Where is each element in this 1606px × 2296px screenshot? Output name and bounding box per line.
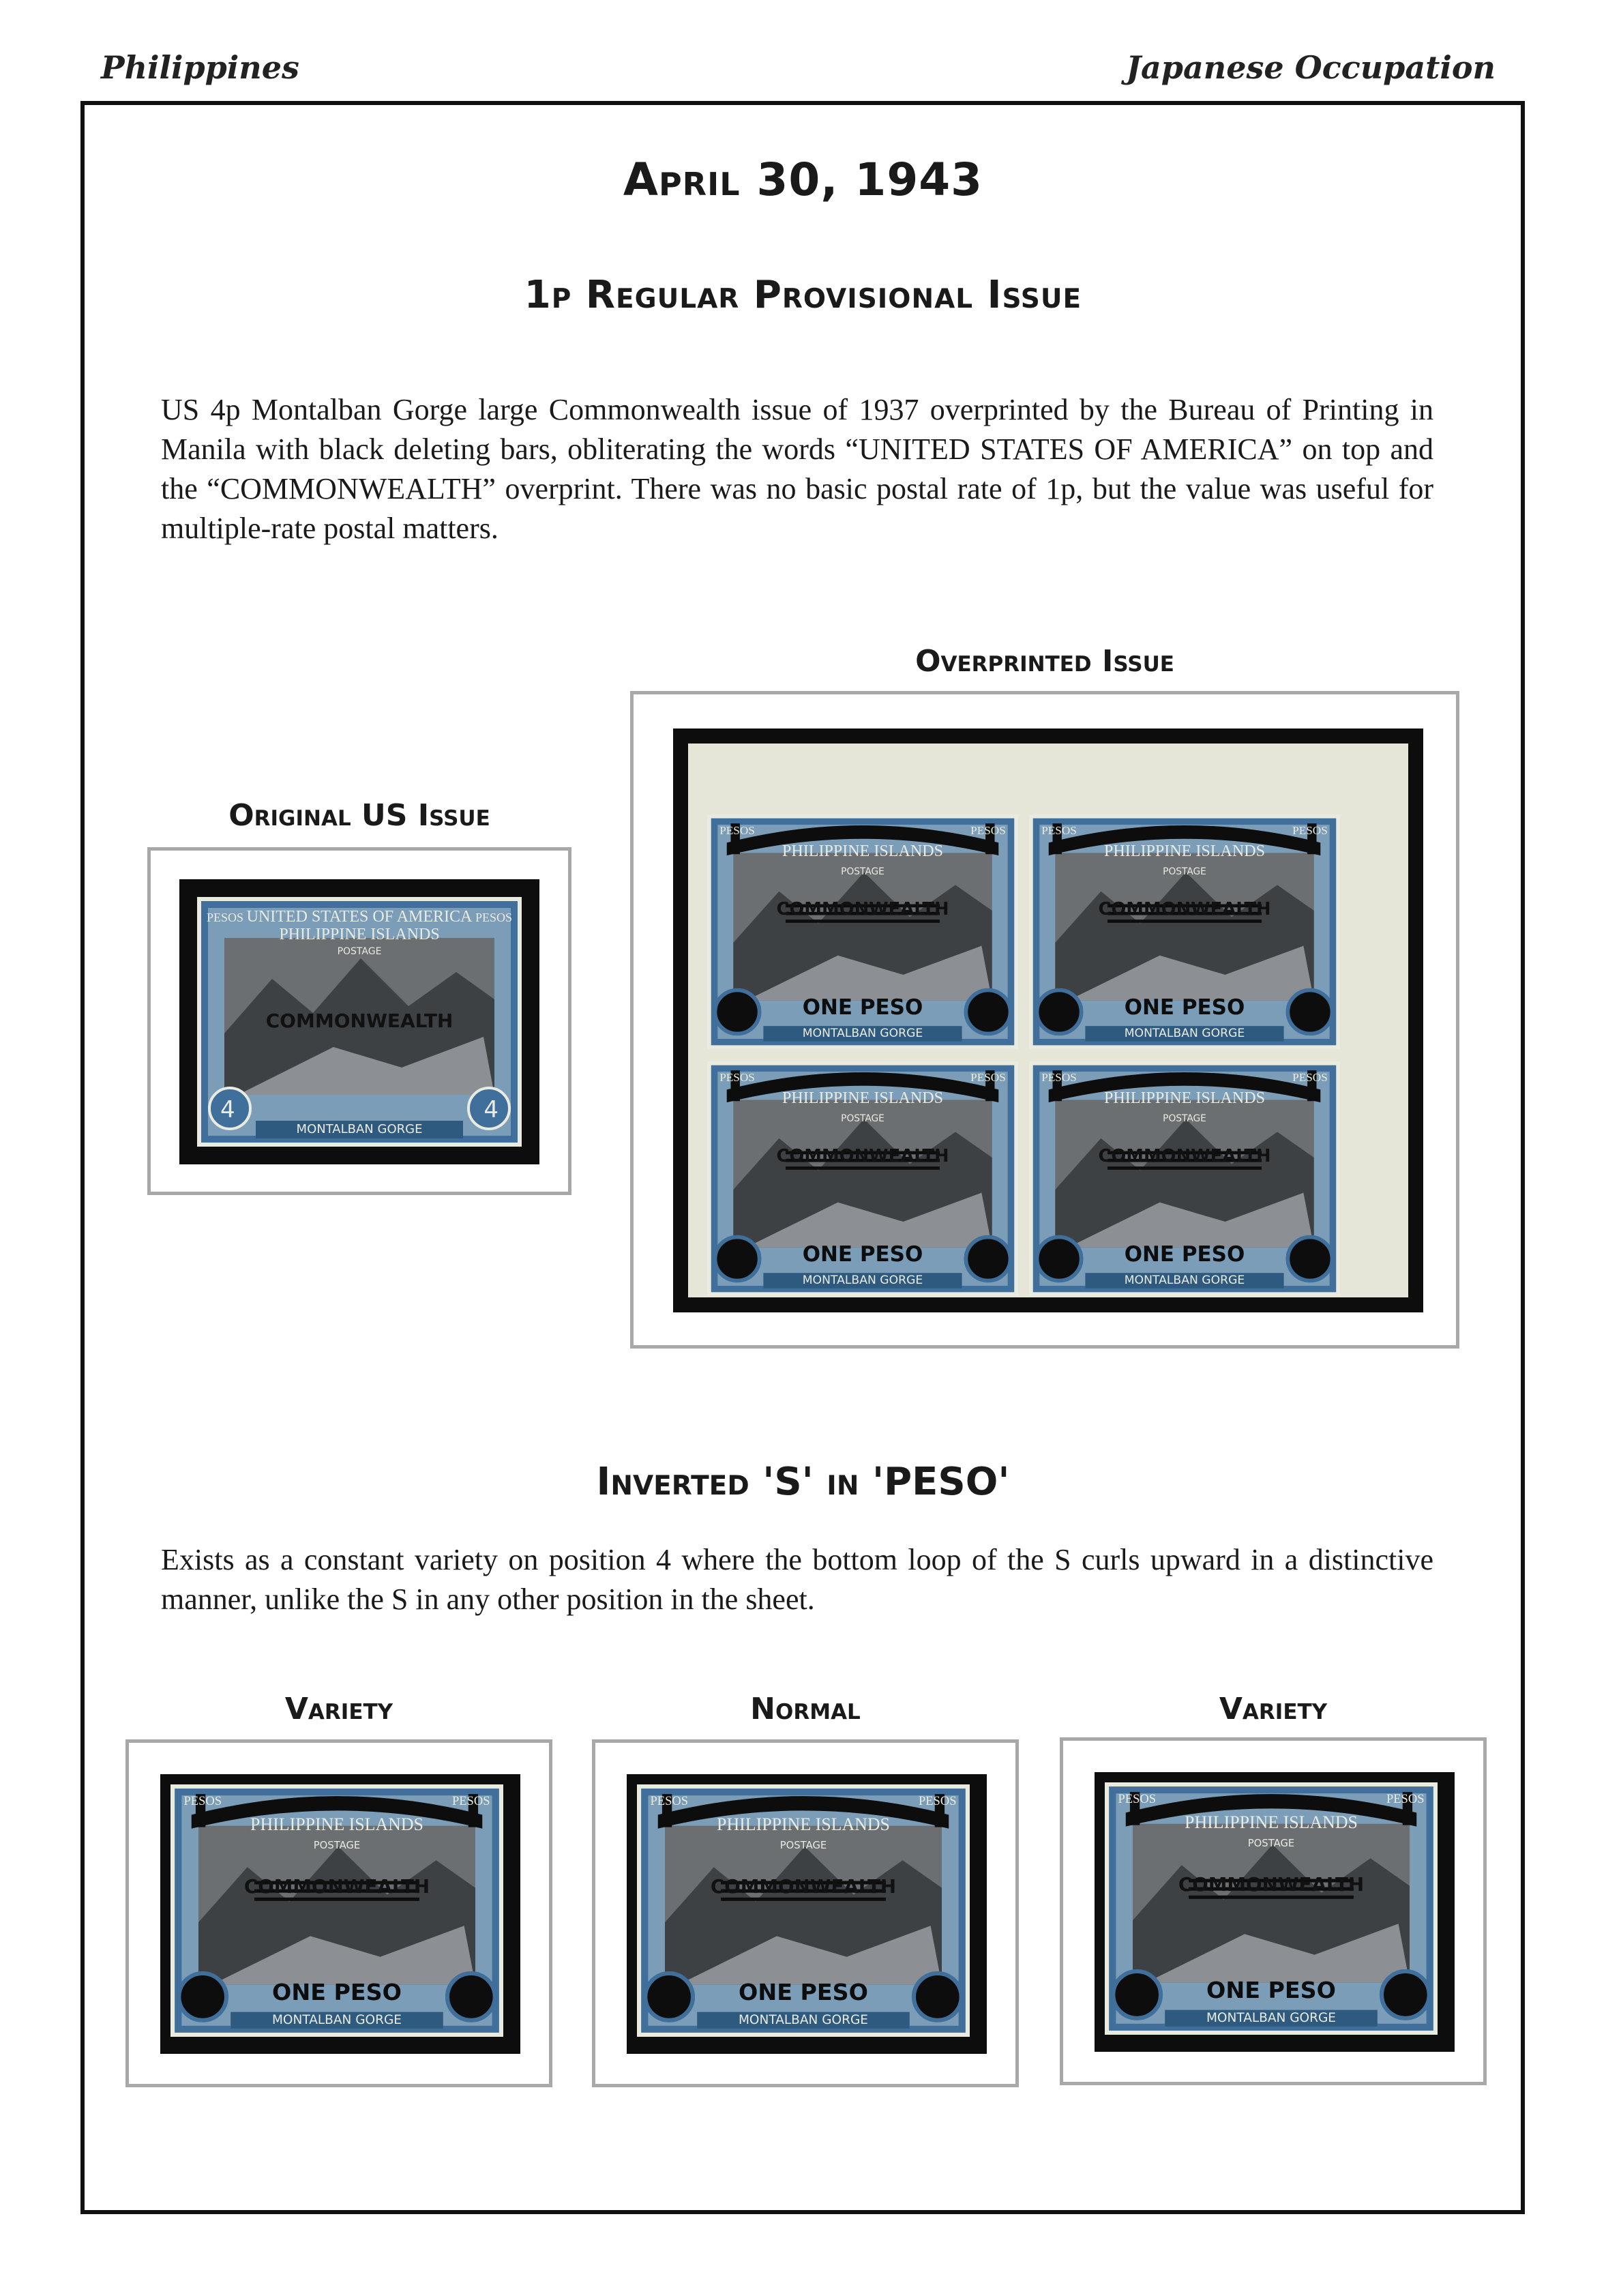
normal-stamp-postage: POSTAGE xyxy=(779,1840,827,1852)
original-country: PHILIPPINE ISLANDS xyxy=(279,926,440,943)
variety-left-stamp-country: PHILIPPINE ISLANDS xyxy=(250,1814,423,1835)
original-commonwealth-overprint: COMMONWEALTH xyxy=(265,1010,453,1032)
block-stamp-1-postage: POSTAGE xyxy=(841,866,884,877)
original-top-text: UNITED STATES OF AMERICA xyxy=(246,908,473,926)
variety-right-stamp xyxy=(1105,1782,1438,2035)
page-title: April 30, 1943 xyxy=(623,153,983,206)
variety-right-stamp-bottom: MONTALBAN GORGE xyxy=(1206,2010,1337,2025)
original-issue-label: Original US Issue xyxy=(228,798,490,833)
block-stamp-4-bottom: MONTALBAN GORGE xyxy=(1124,1274,1245,1288)
variety-left-stamp-bottom: MONTALBAN GORGE xyxy=(271,2012,402,2027)
block-stamp-3-bottom: MONTALBAN GORGE xyxy=(802,1274,923,1288)
block-stamp-2-commonwealth-overprint: COMMONWEALTH xyxy=(1098,898,1271,919)
header-section: Japanese Occupation xyxy=(1126,49,1496,86)
variety-left-stamp-currency-right: PESOS xyxy=(451,1794,490,1808)
block-stamp-3-currency-left: PESOS xyxy=(719,1070,755,1084)
block-stamp-2-bottom: MONTALBAN GORGE xyxy=(1124,1027,1245,1041)
block-stamp-3-postage: POSTAGE xyxy=(841,1113,884,1124)
block-stamp-2-currency-left: PESOS xyxy=(1041,823,1077,837)
block-stamp-4-country: PHILIPPINE ISLANDS xyxy=(1103,1089,1266,1108)
block-stamp-1-value: ONE PESO xyxy=(802,995,923,1020)
variety-right-stamp-value: ONE PESO xyxy=(1206,1976,1336,2003)
block-stamp-2-postage: POSTAGE xyxy=(1163,866,1206,877)
block-stamp-2-currency-right: PESOS xyxy=(1292,823,1328,837)
block-stamp-1-commonwealth-overprint: COMMONWEALTH xyxy=(776,898,949,919)
block-stamp-4 xyxy=(1029,1061,1340,1296)
normal-stamp-currency-right: PESOS xyxy=(918,1794,957,1808)
normal-label: Normal xyxy=(750,1692,861,1726)
variety-label-right: Variety xyxy=(1219,1692,1328,1726)
original-stamp-mount xyxy=(147,847,571,1195)
block-of-four-mount xyxy=(630,691,1459,1349)
normal-stamp-currency-left: PESOS xyxy=(650,1794,689,1808)
original-stamp-backing xyxy=(179,879,539,1164)
normal-stamp-country: PHILIPPINE ISLANDS xyxy=(717,1814,890,1835)
block-stamp-3-country: PHILIPPINE ISLANDS xyxy=(782,1089,944,1108)
variety-left-stamp-postage: POSTAGE xyxy=(313,1840,361,1852)
variety-left-stamp xyxy=(170,1784,503,2037)
intro-paragraph: US 4p Montalban Gorge large Commonwealth issue of 1937 overprinted by the Bureau of Printing in Manila with black deleting bars, obliterating the words “UNITED STATES OF AMERICA” on top and the “COMMONWEALTH” overprint. There was no basic postal rate of 1p, but the value was useful for multiple-rate postal matters. xyxy=(161,393,1433,545)
variety-paragraph: Exists as a constant variety on position 4 where the bottom loop of the S curls upward in a distinctive manner, unlike the S in any other position in the sheet. xyxy=(161,1543,1433,1616)
variety-left-stamp-value: ONE PESO xyxy=(272,1978,402,2005)
block-stamp-4-currency-right: PESOS xyxy=(1292,1070,1328,1084)
block-stamp-2-country: PHILIPPINE ISLANDS xyxy=(1103,842,1266,861)
variety-right-stamp-currency-left: PESOS xyxy=(1118,1792,1157,1806)
block-stamp-2-value: ONE PESO xyxy=(1124,995,1245,1020)
original-postage: POSTAGE xyxy=(337,946,382,957)
block-stamp-3-commonwealth-overprint: COMMONWEALTH xyxy=(776,1145,949,1166)
original-value-right: 4 xyxy=(484,1096,499,1123)
block-stamp-4-value: ONE PESO xyxy=(1124,1241,1245,1267)
normal-stamp-commonwealth-overprint: COMMONWEALTH xyxy=(710,1875,897,1898)
block-stamp-1-currency-right: PESOS xyxy=(970,823,1006,837)
block-stamp-3-currency-right: PESOS xyxy=(970,1070,1006,1084)
block-stamp-4-currency-left: PESOS xyxy=(1041,1070,1077,1084)
original-stamp xyxy=(197,897,522,1147)
variety-right-stamp-currency-right: PESOS xyxy=(1386,1792,1425,1806)
original-currency-right: PESOS xyxy=(475,911,512,924)
variety-section-title: Inverted 'S' in 'PESO' xyxy=(596,1460,1010,1504)
block-stamp-4-commonwealth-overprint: COMMONWEALTH xyxy=(1098,1145,1271,1166)
variety-right-stamp-country: PHILIPPINE ISLANDS xyxy=(1185,1812,1358,1833)
variety-right-stamp-commonwealth-overprint: COMMONWEALTH xyxy=(1178,1873,1365,1896)
variety-right-stamp-postage: POSTAGE xyxy=(1247,1838,1295,1850)
normal-stamp xyxy=(637,1784,970,2037)
block-stamp-3-value: ONE PESO xyxy=(802,1241,923,1267)
page-subtitle: 1p Regular Provisional Issue xyxy=(524,273,1082,317)
block-stamp-3 xyxy=(707,1061,1018,1296)
normal-stamp-bottom: MONTALBAN GORGE xyxy=(738,2012,869,2027)
normal-stamp-value: ONE PESO xyxy=(739,1978,868,2005)
block-of-four xyxy=(634,694,1456,1345)
block-stamp-1 xyxy=(707,814,1018,1049)
variety-label-left: Variety xyxy=(284,1692,393,1726)
variety-left-stamp-commonwealth-overprint: COMMONWEALTH xyxy=(243,1875,430,1898)
block-stamp-1-currency-left: PESOS xyxy=(719,823,755,837)
original-value-left: 4 xyxy=(220,1096,235,1123)
block-stamp-2 xyxy=(1029,814,1340,1049)
block-stamp-4-postage: POSTAGE xyxy=(1163,1113,1206,1124)
variety-left-stamp-currency-left: PESOS xyxy=(183,1794,222,1808)
original-bottom-text: MONTALBAN GORGE xyxy=(296,1122,423,1136)
original-currency-left: PESOS xyxy=(207,911,244,924)
block-stamp-1-country: PHILIPPINE ISLANDS xyxy=(782,842,944,861)
overprinted-issue-label: Overprinted Issue xyxy=(915,644,1174,679)
header-country: Philippines xyxy=(101,49,299,86)
block-stamp-1-bottom: MONTALBAN GORGE xyxy=(802,1027,923,1041)
